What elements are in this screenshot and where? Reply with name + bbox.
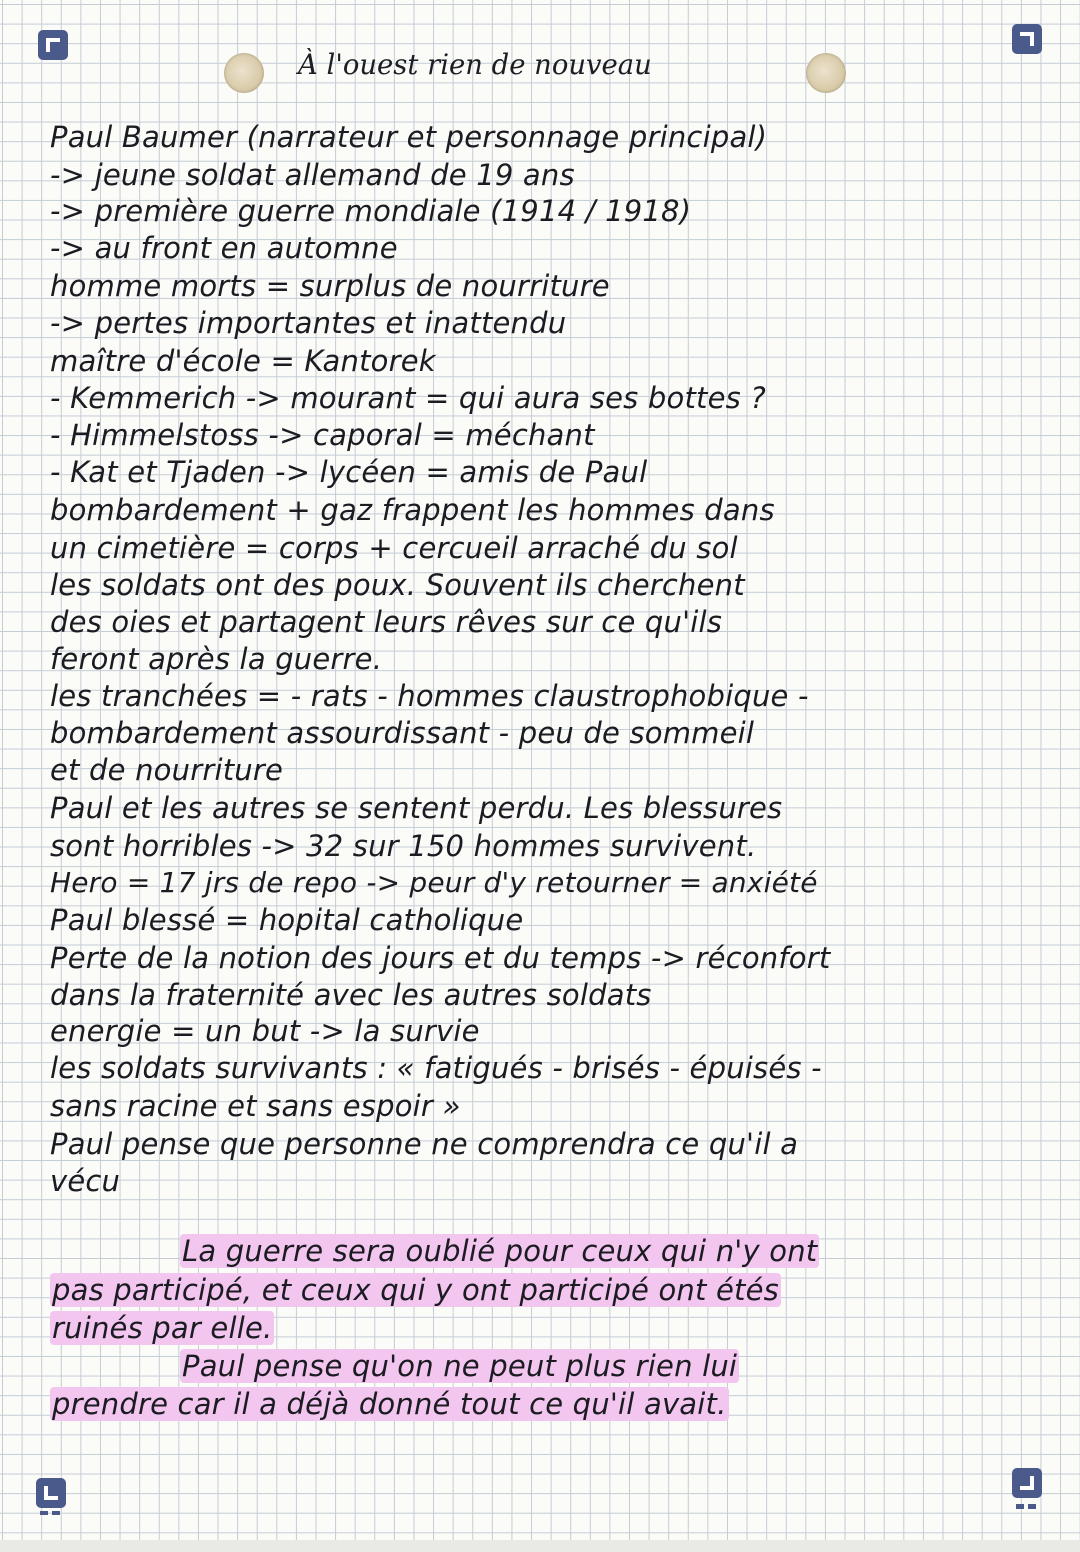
note-line: Perte de la notion des jours et du temps -> réconfort (50, 941, 831, 975)
note-line: Paul blessé = hopital catholique (50, 903, 524, 937)
highlighted-text: ruinés par elle. (52, 1311, 273, 1345)
note-line: Paul pense que personne ne comprendra ce qu'il a (50, 1127, 799, 1161)
note-line: les tranchées = - rats - hommes claustrophobique - (50, 679, 809, 713)
punch-hole-left (224, 53, 264, 93)
note-line: Hero = 17 jrs de repo -> peur d'y retourner = anxiété (50, 866, 818, 899)
note-line: dans la fraternité avec les autres soldats (50, 978, 652, 1012)
punch-hole-right (806, 53, 846, 93)
conclusion-line (50, 1310, 274, 1346)
note-line: des oies et partagent leurs rêves sur ce qu'ils (50, 605, 723, 639)
note-line: feront après la guerre. (50, 642, 383, 676)
bottom-right-corner-icon (1012, 1468, 1042, 1512)
note-line: les soldats survivants : « fatigués - brisés - épuisés - (50, 1051, 822, 1085)
highlighted-text: pas participé, et ceux qui y ont participé ont étés (52, 1273, 779, 1307)
top-right-corner-icon (1012, 24, 1042, 54)
top-left-corner-icon (38, 30, 68, 60)
note-line: - Kemmerich -> mourant = qui aura ses bottes ? (50, 381, 766, 415)
bottom-left-corner-icon (36, 1478, 66, 1516)
conclusion-line (180, 1348, 739, 1384)
note-line: -> pertes importantes et inattendu (50, 306, 567, 340)
note-line: bombardement + gaz frappent les hommes dans (50, 493, 775, 527)
note-line: sans racine et sans espoir » (50, 1089, 461, 1123)
note-line: et de nourriture (50, 753, 284, 787)
note-line: sont horribles -> 32 sur 150 hommes survivent. (50, 829, 757, 863)
note-line: Paul Baumer (narrateur et personnage principal) (50, 120, 768, 154)
note-line: bombardement assourdissant - peu de sommeil (50, 716, 755, 750)
note-line: vécu (50, 1164, 121, 1198)
note-line: maître d'école = Kantorek (50, 344, 436, 378)
note-line: les soldats ont des poux. Souvent ils cherchent (50, 568, 745, 602)
note-line: -> au front en automne (50, 231, 398, 265)
highlighted-text: Paul pense qu'on ne peut plus rien lui (182, 1349, 738, 1383)
note-line: homme morts = surplus de nourriture (50, 269, 610, 303)
note-line: -> jeune soldat allemand de 19 ans (50, 158, 575, 192)
page-shadow-edge (0, 1540, 1080, 1552)
note-line: -> première guerre mondiale (1914 / 1918) (50, 194, 692, 228)
page-title: À l'ouest rien de nouveau (298, 48, 652, 81)
note-line: un cimetière = corps + cercueil arraché du sol (50, 531, 738, 565)
note-line: - Himmelstoss -> caporal = méchant (50, 418, 595, 452)
conclusion-line (50, 1272, 781, 1308)
note-line: Paul et les autres se sentent perdu. Les blessures (50, 791, 783, 825)
highlighted-text: prendre car il a déjà donné tout ce qu'il avait. (52, 1387, 727, 1421)
note-line: - Kat et Tjaden -> lycéen = amis de Paul (50, 455, 648, 489)
conclusion-line (180, 1233, 819, 1269)
highlighted-text: La guerre sera oublié pour ceux qui n'y ont (182, 1234, 818, 1268)
note-line: energie = un but -> la survie (50, 1014, 480, 1048)
conclusion-line (50, 1386, 729, 1422)
